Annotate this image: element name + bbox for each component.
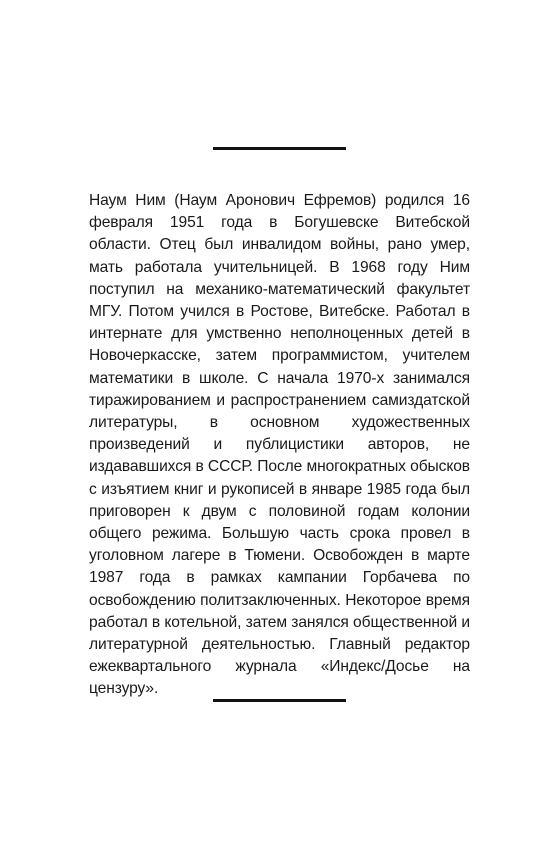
top-divider	[213, 147, 346, 150]
biography-paragraph: Наум Ним (Наум Аронович Ефремов) родился 16 февраля 1951 года в Богушевске Витебской области. Отец был инвалидом войны, рано умер, мать работала учительницей. В 1968 году Ним поступил на механико-математический факультет МГУ. Потом учился в Ростове, Витебске. Работал в интернате для умственно неполноценных детей в Новочеркасске, затем программистом, учителем математики в школе. С начала 1970-х занимался тиражированием и распространением самиздатской литературы, в основном художественных произведений и публицистики авторов, не издававшихся в СССР. После многократных обысков с изъятием книг и рукописей в январе 1985 года был приговорен к двум с половиной годам колонии общего режима. Большую часть срока провел в уголовном лагере в Тюмени. Освобожден в марте 1987 года в рамках кампании Горбачева по освобождению политзаключенных. Некоторое время работал в котельной, затем занялся общественной и литературной деятельностью. Главный редактор ежеквартального журнала «Индекс/Досье на цензуру».	[89, 192, 470, 698]
bottom-divider	[213, 699, 346, 702]
